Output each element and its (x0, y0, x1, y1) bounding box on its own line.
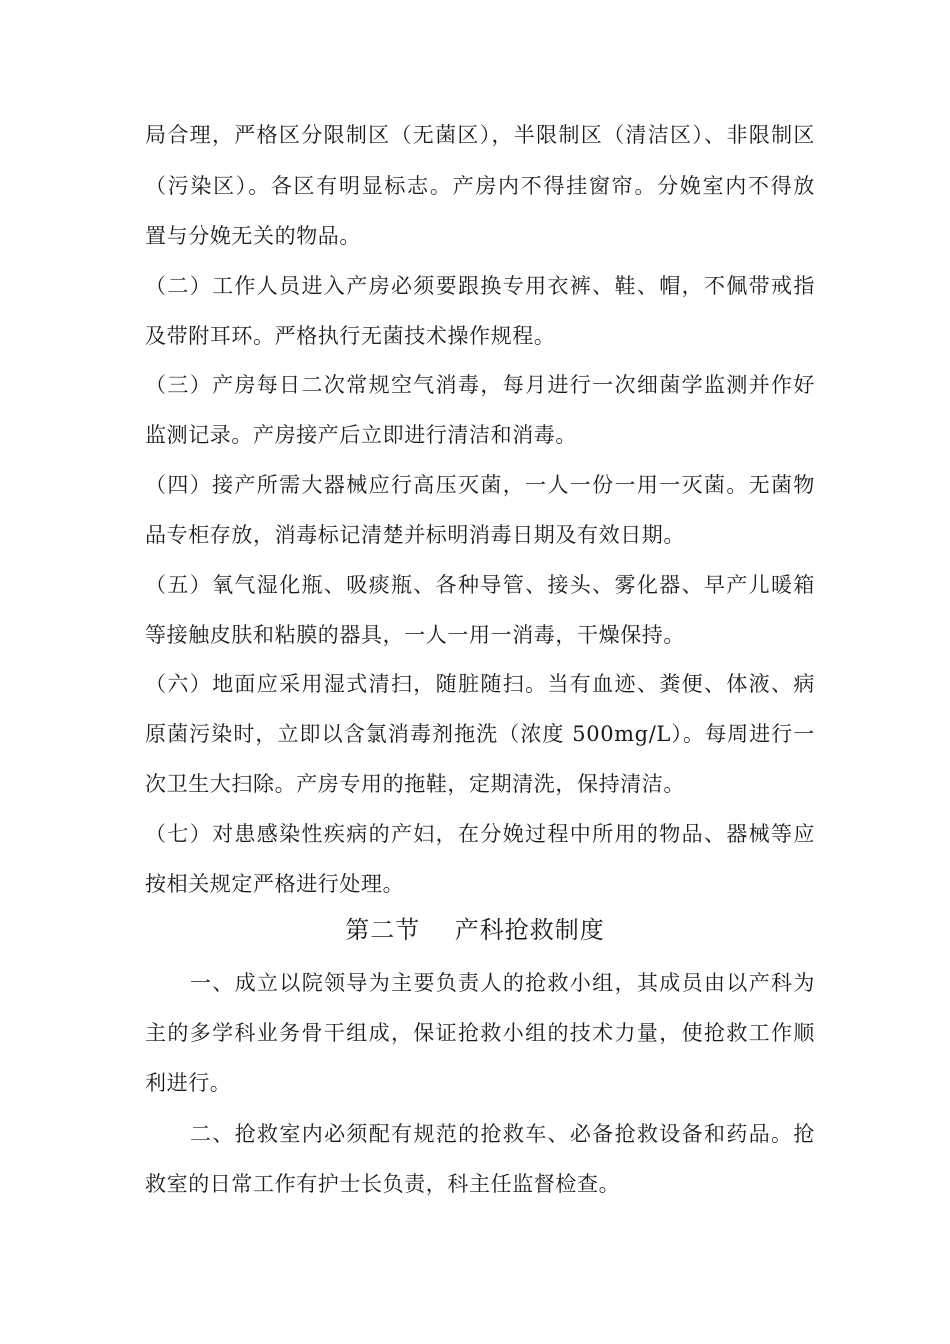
text-line: （六）地面应采用湿式清扫，随脏随扫。当有血迹、粪便、体液、病 (145, 672, 815, 696)
text-line: 品专柜存放，消毒标记清楚并标明消毒日期及有效日期。 (145, 523, 685, 547)
text-line: 局合理，严格区分限制区（无菌区），半限制区（清洁区）、非限制区 (145, 123, 815, 147)
text-line: （污染区）。各区有明显标志。产房内不得挂窗帘。分娩室内不得放 (145, 174, 815, 198)
section-heading: 第二节 产科抢救制度 (345, 916, 605, 944)
text-line: 救室的日常工作有护士长负责，科主任监督检查。 (145, 1172, 621, 1196)
text-line: （二）工作人员进入产房必须要跟换专用衣裤、鞋、帽，不佩带戒指 (145, 274, 815, 298)
text-line: （四）接产所需大器械应行高压灭菌，一人一份一用一灭菌。无菌物 (145, 473, 815, 497)
text-line: 二、抢救室内必须配有规范的抢救车、必备抢救设备和药品。抢 (190, 1122, 815, 1146)
text-line: （五）氧气湿化瓶、吸痰瓶、各种导管、接头、雾化器、早产儿暖箱 (145, 573, 815, 597)
text-line: 主的多学科业务骨干组成，保证抢救小组的技术力量，使抢救工作顺 (145, 1021, 815, 1045)
text-line: 及带附耳环。严格执行无菌技术操作规程。 (145, 324, 556, 348)
text-line: 原菌污染时，立即以含氯消毒剂拖洗（浓度 500mg/L）。每周进行一 (145, 722, 815, 746)
text-line: 利进行。 (145, 1071, 232, 1095)
text-line: 次卫生大扫除。产房专用的拖鞋，定期清洗，保持清洁。 (145, 772, 685, 796)
text-line: （三）产房每日二次常规空气消毒，每月进行一次细菌学监测并作好 (145, 373, 815, 397)
text-line: 按相关规定严格进行处理。 (145, 872, 405, 896)
text-line: （七）对患感染性疾病的产妇，在分娩过程中所用的物品、器械等应 (145, 822, 815, 846)
text-line: 等接触皮肤和粘膜的器具，一人一用一消毒，干燥保持。 (145, 623, 685, 647)
text-line: 一、成立以院领导为主要负责人的抢救小组，其成员由以产科为 (190, 971, 815, 995)
text-line: 置与分娩无关的物品。 (145, 224, 361, 248)
text-line: 监测记录。产房接产后立即进行清洁和消毒。 (145, 423, 577, 447)
